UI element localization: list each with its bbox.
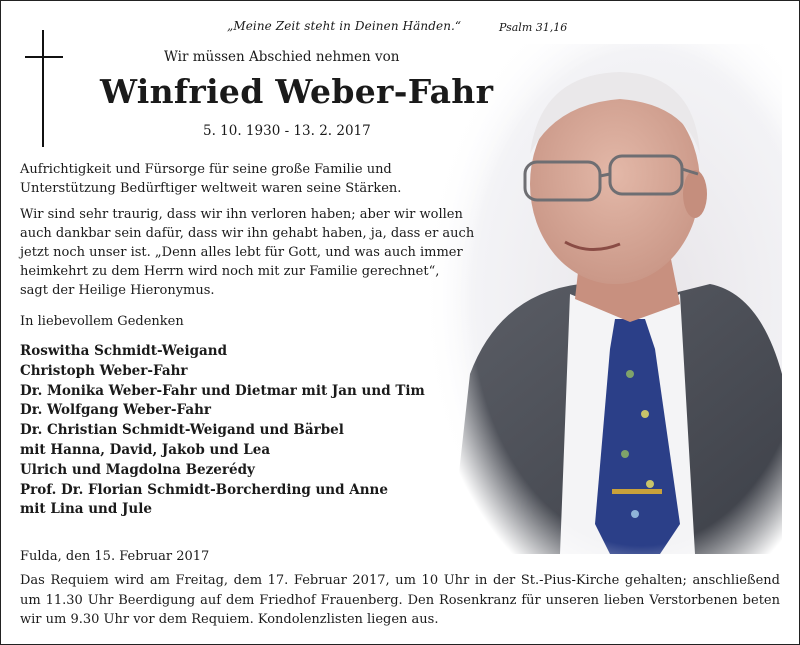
- mourner: Ulrich und Magdolna Bezerédy: [20, 461, 255, 478]
- place-date: Fulda, den 15. Februar 2017: [20, 549, 210, 564]
- psalm-reference: Psalm 31,16: [499, 21, 568, 34]
- text-line: Unterstützung Bedürftiger weltweit waren seine Stärken.: [20, 181, 402, 196]
- mourner: Dr. Christian Schmidt-Weigand und Bärbel: [20, 422, 344, 439]
- text-line: auch dankbar sein dafür, dass wir ihn gehabt haben, ja, dass er auch: [20, 226, 475, 241]
- memory-line: In liebevollem Gedenken: [20, 314, 184, 329]
- mourner: Dr. Wolfgang Weber-Fahr: [20, 402, 212, 419]
- intro-text: Wir müssen Abschied nehmen von: [164, 49, 400, 65]
- text-line: sagt der Heilige Hieronymus.: [20, 283, 215, 298]
- life-dates: 5. 10. 1930 - 13. 2. 2017: [203, 123, 371, 139]
- portrait-photo: [430, 44, 782, 554]
- mourner: Christoph Weber-Fahr: [20, 362, 188, 379]
- requiem-notice: Das Requiem wird am Freitag, dem 17. Februar 2017, um 10 Uhr in der St.-Pius-Kirche gehalten; anschließend um 11.30 Uhr Beerdigung auf dem Friedhof Frauenberg. Den Rosenkranz für unseren lieben Verstorbenen beten wir um 9.30 Uhr vor dem Requiem. Kondolenzlisten liegen aus.: [20, 573, 780, 627]
- mourner: mit Hanna, David, Jakob und Lea: [20, 441, 271, 458]
- bible-quote: „Meine Zeit steht in Deinen Händen.“: [227, 19, 462, 33]
- tribute-paragraph-2: [20, 205, 474, 300]
- text-line: heimkehrt zu dem Herrn wird noch mit zur Familie gerechnet“,: [20, 264, 440, 279]
- mourner: mit Lina und Jule: [20, 501, 152, 518]
- tribute-paragraph-1: [20, 160, 401, 198]
- deceased-name: Winfried Weber-Fahr: [100, 72, 494, 111]
- mourner: Prof. Dr. Florian Schmidt-Borcherding und Anne: [20, 481, 388, 498]
- text-line: jetzt noch unser ist. „Denn alles lebt für Gott, und was auch immer: [20, 245, 463, 260]
- mourner: Dr. Monika Weber-Fahr und Dietmar mit Jan und Tim: [20, 382, 425, 399]
- mourners-list: [20, 342, 425, 520]
- mourner: Roswitha Schmidt-Weigand: [20, 343, 228, 359]
- text-line: Aufrichtigkeit und Fürsorge für seine große Familie und: [20, 162, 392, 177]
- text-line: Wir sind sehr traurig, dass wir ihn verloren haben; aber wir wollen: [20, 207, 463, 222]
